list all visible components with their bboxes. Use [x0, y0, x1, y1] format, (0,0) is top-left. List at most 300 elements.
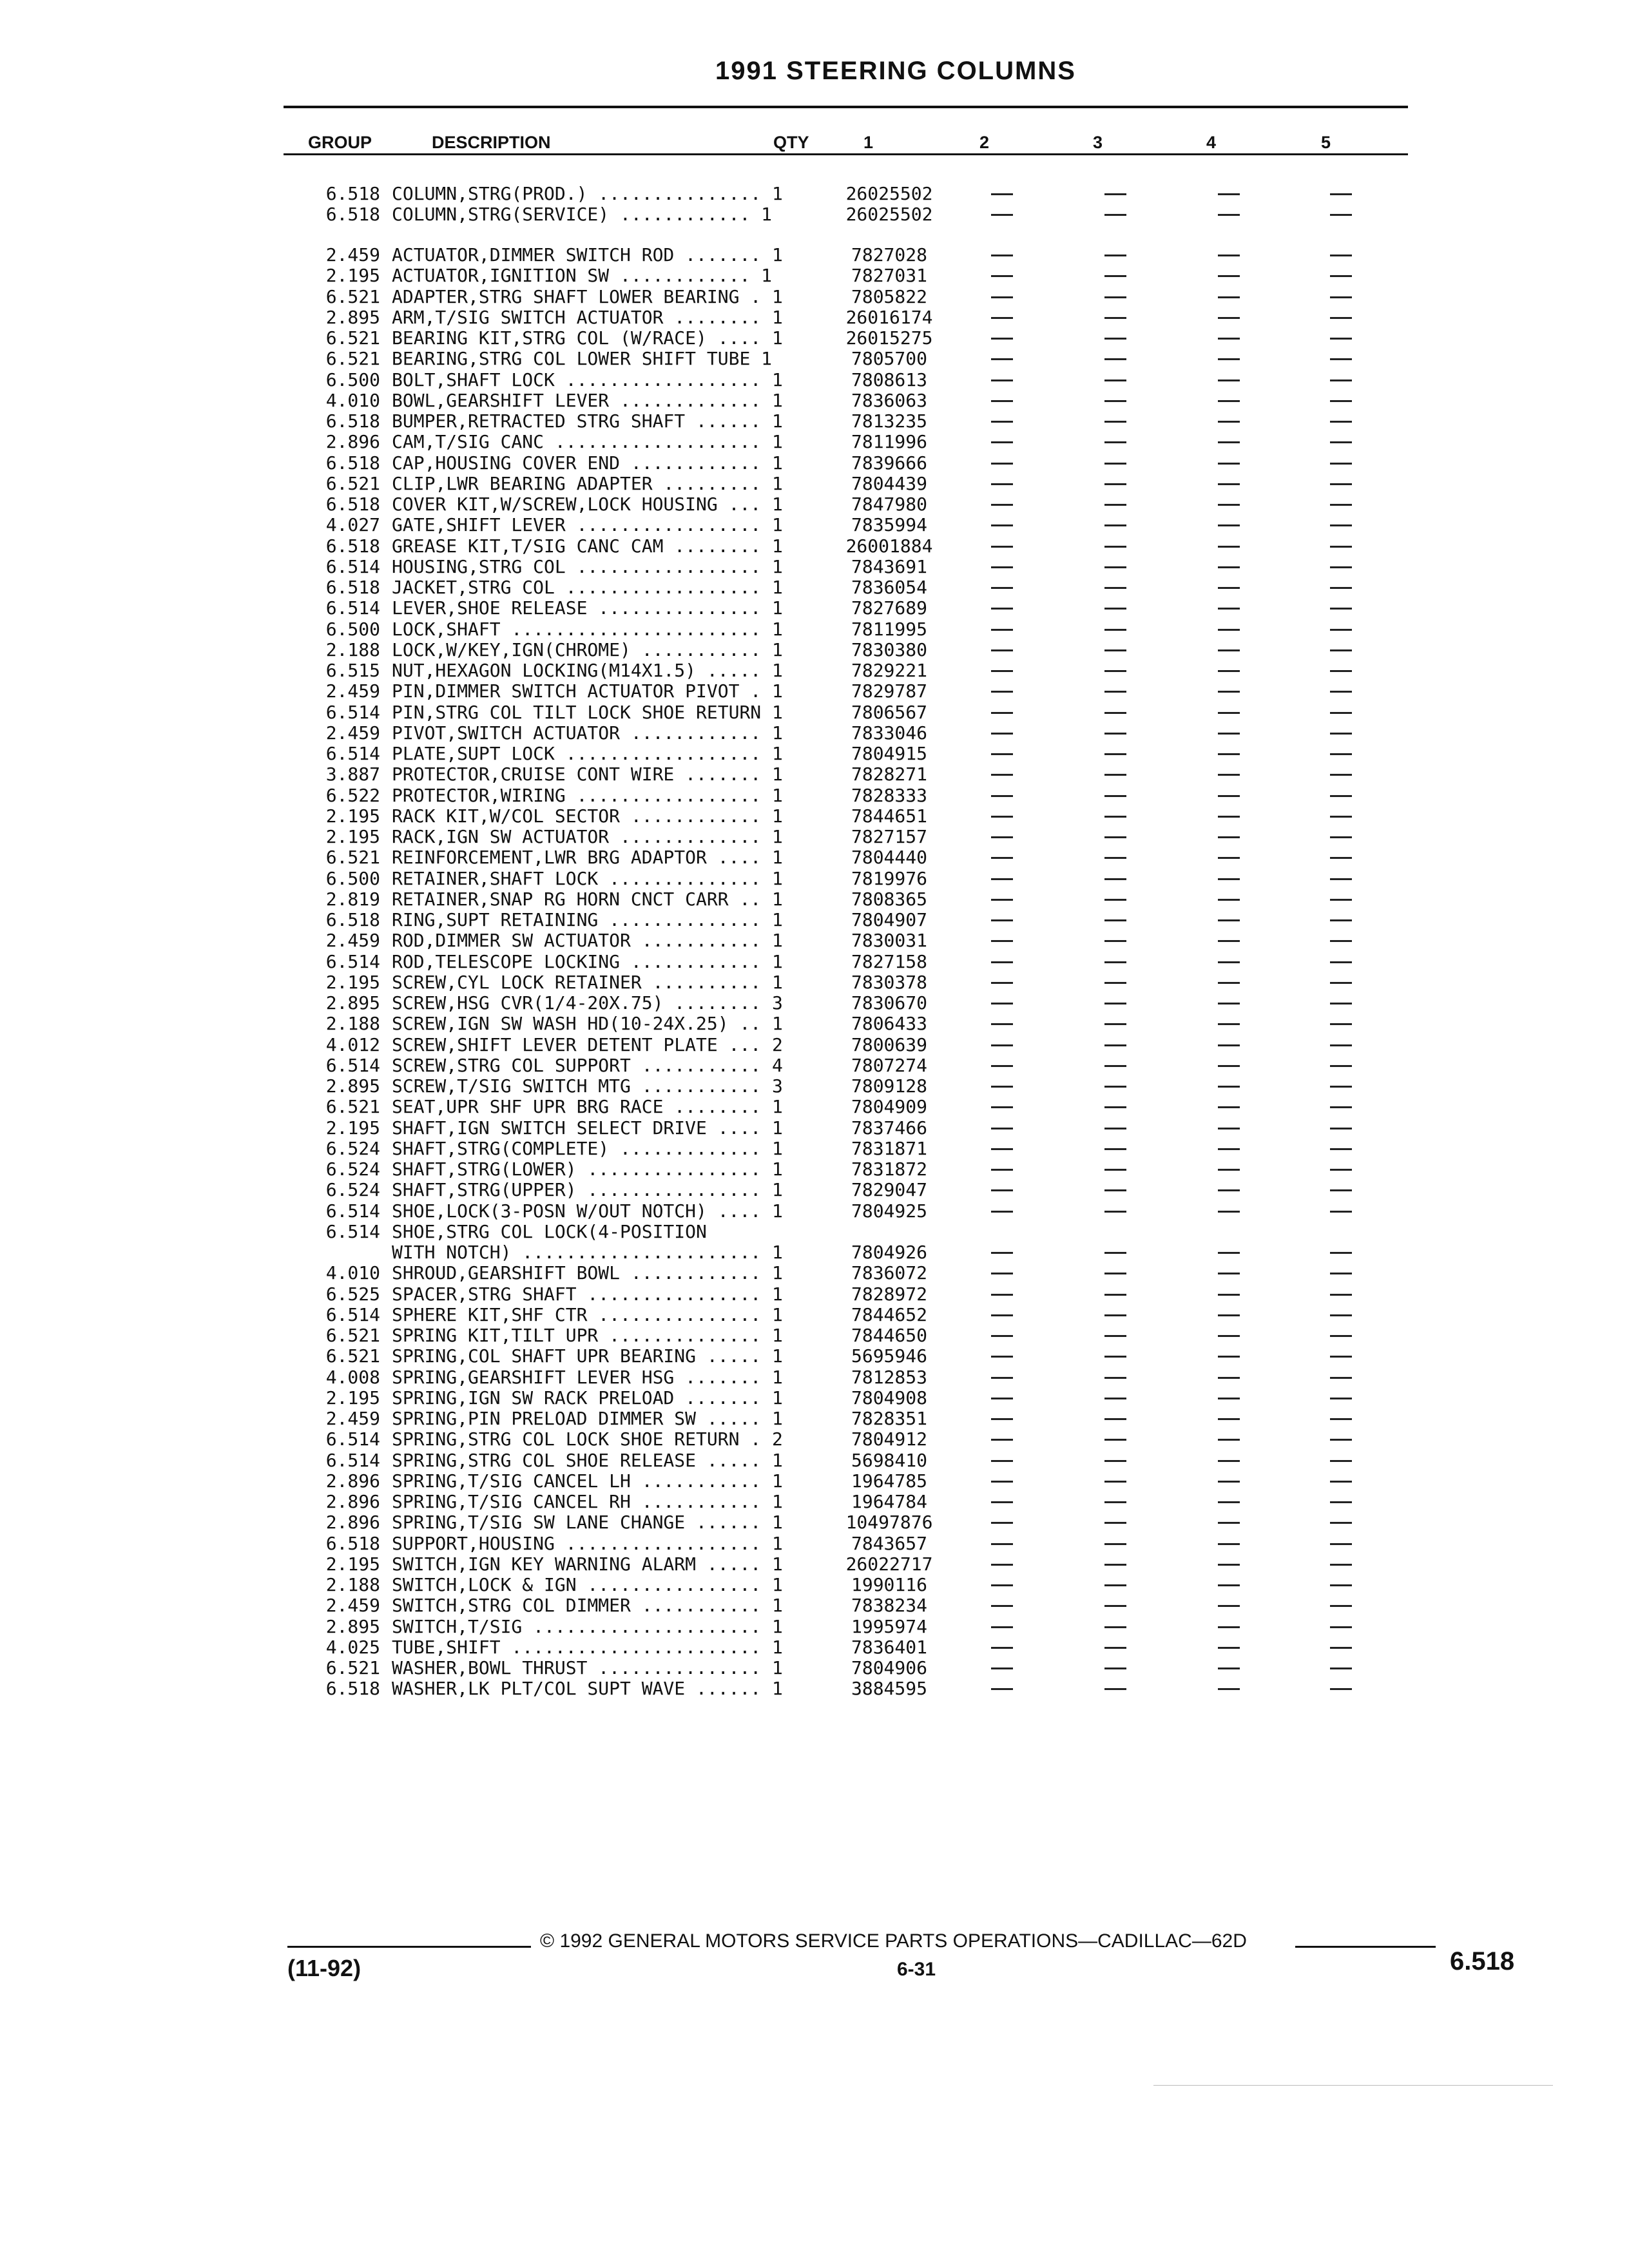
not-applicable-dash	[1218, 214, 1240, 216]
part-number: 7831871	[851, 1138, 927, 1159]
not-applicable-dash	[1330, 1065, 1352, 1067]
part-number: 7828351	[851, 1408, 927, 1429]
part-number: 1964784	[851, 1491, 927, 1512]
not-applicable-dash	[1218, 1377, 1240, 1379]
not-applicable-dash	[991, 566, 1013, 568]
table-row	[0, 515, 1629, 535]
group-number: 6.514	[325, 597, 380, 619]
part-description: WITH NOTCH) ...................... 1	[392, 1242, 783, 1263]
not-applicable-dash	[991, 441, 1013, 443]
table-row	[0, 390, 1629, 411]
table-row	[0, 619, 1629, 640]
table-row	[0, 1658, 1629, 1678]
part-description: SCREW,T/SIG SWITCH MTG ........... 3	[392, 1075, 783, 1097]
not-applicable-dash	[991, 733, 1013, 735]
table-row	[0, 1284, 1629, 1305]
group-number: 6.514	[325, 1304, 380, 1325]
part-description: SWITCH,STRG COL DIMMER ........... 1	[392, 1595, 783, 1616]
not-applicable-dash	[1104, 608, 1126, 610]
not-applicable-dash	[991, 1377, 1013, 1379]
part-description: SEAT,UPR SHF UPR BRG RACE ........ 1	[392, 1096, 783, 1117]
part-number: 7836063	[851, 390, 927, 411]
part-description: LEVER,SHOE RELEASE ............... 1	[392, 597, 783, 619]
not-applicable-dash	[1330, 1189, 1352, 1191]
not-applicable-dash	[1330, 649, 1352, 651]
not-applicable-dash	[1330, 1169, 1352, 1171]
group-number: 6.518	[325, 1533, 380, 1554]
not-applicable-dash	[1218, 1065, 1240, 1067]
part-description: RING,SUPT RETAINING .............. 1	[392, 909, 783, 930]
not-applicable-dash	[1218, 1647, 1240, 1649]
group-number: 6.500	[325, 619, 380, 640]
not-applicable-dash	[1104, 1314, 1126, 1316]
not-applicable-dash	[1104, 712, 1126, 714]
header-col5: 5	[1321, 133, 1331, 152]
table-row	[0, 744, 1629, 764]
part-number: 7804906	[851, 1657, 927, 1678]
not-applicable-dash	[1218, 1356, 1240, 1358]
part-number: 7809128	[851, 1075, 927, 1097]
not-applicable-dash	[1218, 1211, 1240, 1213]
group-number: 6.524	[325, 1138, 380, 1159]
not-applicable-dash	[1104, 629, 1126, 631]
group-number: 6.521	[325, 1325, 380, 1346]
part-description: COLUMN,STRG(PROD.) ............... 1	[392, 183, 783, 204]
group-number: 2.896	[325, 1491, 380, 1512]
part-number: 26025502	[845, 183, 933, 204]
not-applicable-dash	[1330, 1086, 1352, 1088]
not-applicable-dash	[1330, 1501, 1352, 1503]
not-applicable-dash	[1104, 214, 1126, 216]
part-description: PIN,DIMMER SWITCH ACTUATOR PIVOT . 1	[392, 680, 783, 702]
footer-copyright: © 1992 GENERAL MOTORS SERVICE PARTS OPERATIONS—CADILLAC—62D	[540, 1930, 1247, 1952]
group-number: 6.521	[325, 473, 380, 494]
part-description: LOCK,SHAFT ....................... 1	[392, 619, 783, 640]
not-applicable-dash	[1330, 193, 1352, 195]
not-applicable-dash	[991, 1003, 1013, 1004]
group-number: 6.518	[325, 410, 380, 432]
part-number: 7800639	[851, 1034, 927, 1055]
table-row	[0, 411, 1629, 432]
not-applicable-dash	[1330, 1294, 1352, 1296]
part-description: SPRING,T/SIG CANCEL RH ........... 1	[392, 1491, 783, 1512]
part-description: ARM,T/SIG SWITCH ACTUATOR ........ 1	[392, 307, 783, 328]
group-number: 4.025	[325, 1637, 380, 1658]
not-applicable-dash	[1218, 1128, 1240, 1129]
part-number: 7806433	[851, 1013, 927, 1034]
not-applicable-dash	[1330, 878, 1352, 880]
not-applicable-dash	[991, 483, 1013, 485]
part-number: 7847980	[851, 494, 927, 515]
part-description: LOCK,W/KEY,IGN(CHROME) ........... 1	[392, 639, 783, 660]
not-applicable-dash	[1218, 774, 1240, 776]
not-applicable-dash	[1104, 1003, 1126, 1004]
table-row	[0, 474, 1629, 494]
group-number: 6.514	[325, 1200, 380, 1222]
not-applicable-dash	[1330, 1522, 1352, 1524]
not-applicable-dash	[1218, 608, 1240, 610]
not-applicable-dash	[1218, 1584, 1240, 1586]
not-applicable-dash	[1330, 400, 1352, 402]
not-applicable-dash	[1330, 1273, 1352, 1274]
not-applicable-dash	[991, 1189, 1013, 1191]
not-applicable-dash	[991, 193, 1013, 195]
not-applicable-dash	[991, 296, 1013, 298]
not-applicable-dash	[991, 317, 1013, 319]
not-applicable-dash	[1104, 1626, 1126, 1628]
part-description: RACK KIT,W/COL SECTOR ............ 1	[392, 805, 783, 827]
part-number: 7812853	[851, 1367, 927, 1388]
part-description: HOUSING,STRG COL ................. 1	[392, 556, 783, 577]
not-applicable-dash	[1330, 1647, 1352, 1649]
not-applicable-dash	[1104, 649, 1126, 651]
table-row	[0, 1014, 1629, 1034]
not-applicable-dash	[1104, 733, 1126, 735]
not-applicable-dash	[1104, 1252, 1126, 1254]
part-number: 7837466	[851, 1117, 927, 1139]
group-number: 6.521	[325, 348, 380, 369]
header-col2: 2	[979, 133, 990, 152]
table-row	[0, 785, 1629, 806]
part-description: GATE,SHIFT LEVER ................. 1	[392, 514, 783, 535]
part-description: PROTECTOR,WIRING ................. 1	[392, 785, 783, 806]
group-number: 6.518	[325, 204, 380, 225]
not-applicable-dash	[1330, 629, 1352, 631]
part-number: 7805700	[851, 348, 927, 369]
not-applicable-dash	[1104, 1398, 1126, 1399]
group-number: 6.524	[325, 1179, 380, 1200]
table-row	[0, 723, 1629, 744]
part-description: JACKET,STRG COL .................. 1	[392, 577, 783, 598]
part-description: SPRING,STRG COL LOCK SHOE RETURN . 2	[392, 1428, 783, 1450]
not-applicable-dash	[1330, 214, 1352, 216]
part-description: SHROUD,GEARSHIFT BOWL ............ 1	[392, 1262, 783, 1283]
not-applicable-dash	[1218, 836, 1240, 838]
group-number: 6.521	[325, 327, 380, 349]
table-row	[0, 1263, 1629, 1283]
table-row	[0, 1097, 1629, 1117]
not-applicable-dash	[1330, 1128, 1352, 1129]
not-applicable-dash	[1218, 566, 1240, 568]
not-applicable-dash	[991, 358, 1013, 360]
part-number: 7804915	[851, 743, 927, 764]
not-applicable-dash	[1330, 733, 1352, 735]
not-applicable-dash	[991, 214, 1013, 216]
not-applicable-dash	[1330, 816, 1352, 818]
part-number: 7843657	[851, 1533, 927, 1554]
not-applicable-dash	[991, 1128, 1013, 1129]
not-applicable-dash	[1218, 899, 1240, 901]
part-description: SWITCH,LOCK & IGN ................ 1	[392, 1574, 783, 1595]
part-number: 7831872	[851, 1158, 927, 1180]
not-applicable-dash	[1218, 1148, 1240, 1150]
part-description: PLATE,SUPT LOCK .................. 1	[392, 743, 783, 764]
not-applicable-dash	[1104, 670, 1126, 672]
not-applicable-dash	[1218, 255, 1240, 256]
table-row	[0, 806, 1629, 827]
not-applicable-dash	[1330, 421, 1352, 423]
table-row	[0, 370, 1629, 390]
part-number: 7827031	[851, 265, 927, 286]
not-applicable-dash	[1104, 899, 1126, 901]
not-applicable-dash	[1218, 421, 1240, 423]
part-description: ROD,DIMMER SW ACTUATOR ........... 1	[392, 930, 783, 951]
table-row	[0, 1139, 1629, 1159]
table-row	[0, 702, 1629, 723]
group-number: 6.514	[325, 556, 380, 577]
not-applicable-dash	[1330, 1667, 1352, 1669]
not-applicable-dash	[991, 338, 1013, 340]
not-applicable-dash	[991, 1356, 1013, 1358]
part-description: SWITCH,IGN KEY WARNING ALARM ..... 1	[392, 1553, 783, 1575]
not-applicable-dash	[991, 649, 1013, 651]
not-applicable-dash	[1218, 733, 1240, 735]
table-row	[0, 494, 1629, 515]
part-number: 7844650	[851, 1325, 927, 1346]
header-description: DESCRIPTION	[432, 133, 551, 152]
not-applicable-dash	[1218, 940, 1240, 942]
table-row	[0, 1367, 1629, 1388]
part-description: SPHERE KIT,SHF CTR ............... 1	[392, 1304, 783, 1325]
part-description: TUBE,SHIFT ....................... 1	[392, 1637, 783, 1658]
not-applicable-dash	[991, 899, 1013, 901]
not-applicable-dash	[991, 1501, 1013, 1503]
not-applicable-dash	[1104, 1189, 1126, 1191]
not-applicable-dash	[991, 1044, 1013, 1046]
part-number: 7804440	[851, 847, 927, 868]
group-number: 6.518	[325, 183, 380, 204]
not-applicable-dash	[1218, 629, 1240, 631]
part-description: PIN,STRG COL TILT LOCK SHOE RETURN 1	[392, 702, 783, 723]
not-applicable-dash	[1218, 1688, 1240, 1690]
not-applicable-dash	[1218, 857, 1240, 859]
part-number: 7808365	[851, 889, 927, 910]
not-applicable-dash	[1218, 1086, 1240, 1088]
not-applicable-dash	[1330, 1211, 1352, 1213]
not-applicable-dash	[1218, 358, 1240, 360]
not-applicable-dash	[1330, 504, 1352, 506]
part-description: ROD,TELESCOPE LOCKING ............ 1	[392, 951, 783, 972]
part-description: COVER KIT,W/SCREW,LOCK HOUSING ... 1	[392, 494, 783, 515]
table-row	[0, 1076, 1629, 1097]
group-number: 2.195	[325, 826, 380, 847]
not-applicable-dash	[1330, 275, 1352, 277]
table-row	[0, 910, 1629, 930]
header-qty: QTY	[773, 133, 809, 152]
part-description: CLIP,LWR BEARING ADAPTER ......... 1	[392, 473, 783, 494]
group-number: 4.027	[325, 514, 380, 535]
table-row	[0, 681, 1629, 702]
not-applicable-dash	[1104, 1564, 1126, 1566]
group-number: 2.188	[325, 1013, 380, 1034]
not-applicable-dash	[1218, 1398, 1240, 1399]
table-row	[0, 1492, 1629, 1512]
part-number: 7811995	[851, 619, 927, 640]
table-row	[0, 1201, 1629, 1222]
table-row	[0, 1678, 1629, 1699]
not-applicable-dash	[1104, 919, 1126, 921]
part-number: 7839666	[851, 452, 927, 474]
not-applicable-dash	[991, 1169, 1013, 1171]
not-applicable-dash	[1330, 1481, 1352, 1483]
group-number: 6.500	[325, 868, 380, 889]
not-applicable-dash	[991, 670, 1013, 672]
not-applicable-dash	[1330, 296, 1352, 298]
table-row	[0, 930, 1629, 951]
table-row	[0, 1429, 1629, 1450]
not-applicable-dash	[1330, 441, 1352, 443]
not-applicable-dash	[1218, 670, 1240, 672]
not-applicable-dash	[1330, 1148, 1352, 1150]
table-row	[0, 869, 1629, 889]
not-applicable-dash	[1218, 483, 1240, 485]
part-number: 3884595	[851, 1678, 927, 1699]
part-description: SHOE,LOCK(3-POSN W/OUT NOTCH) .... 1	[392, 1200, 783, 1222]
not-applicable-dash	[991, 380, 1013, 381]
group-number: 6.514	[325, 743, 380, 764]
part-number: 7844651	[851, 805, 927, 827]
not-applicable-dash	[1330, 463, 1352, 465]
not-applicable-dash	[1104, 524, 1126, 526]
not-applicable-dash	[1104, 463, 1126, 465]
not-applicable-dash	[1330, 1335, 1352, 1337]
part-number: 7804912	[851, 1428, 927, 1450]
part-number: 7813235	[851, 410, 927, 432]
not-applicable-dash	[1330, 1460, 1352, 1462]
not-applicable-dash	[1104, 317, 1126, 319]
part-number: 7807274	[851, 1055, 927, 1076]
not-applicable-dash	[991, 1273, 1013, 1274]
part-description: SPRING KIT,TILT UPR .............. 1	[392, 1325, 783, 1346]
not-applicable-dash	[1330, 1252, 1352, 1254]
not-applicable-dash	[1104, 774, 1126, 776]
group-number: 2.895	[325, 992, 380, 1014]
not-applicable-dash	[1104, 982, 1126, 984]
not-applicable-dash	[991, 836, 1013, 838]
not-applicable-dash	[1330, 1605, 1352, 1607]
part-description: SCREW,CYL LOCK RETAINER .......... 1	[392, 972, 783, 993]
not-applicable-dash	[1104, 1688, 1126, 1690]
group-number: 6.515	[325, 660, 380, 681]
not-applicable-dash	[1218, 878, 1240, 880]
not-applicable-dash	[1330, 691, 1352, 693]
group-number: 6.514	[325, 702, 380, 723]
table-row	[0, 245, 1629, 265]
not-applicable-dash	[1104, 1647, 1126, 1649]
part-description: SPRING,GEARSHIFT LEVER HSG ....... 1	[392, 1367, 783, 1388]
part-description: ADAPTER,STRG SHAFT LOWER BEARING . 1	[392, 286, 783, 307]
group-number: 2.195	[325, 805, 380, 827]
not-applicable-dash	[1330, 857, 1352, 859]
part-number: 7829787	[851, 680, 927, 702]
group-number: 2.896	[325, 1512, 380, 1533]
not-applicable-dash	[1330, 524, 1352, 526]
part-number: 7808613	[851, 369, 927, 390]
part-description: SHAFT,STRG(UPPER) ................ 1	[392, 1179, 783, 1200]
table-row	[0, 1222, 1629, 1242]
not-applicable-dash	[1104, 1106, 1126, 1108]
not-applicable-dash	[1104, 1584, 1126, 1586]
header-col3: 3	[1093, 133, 1103, 152]
part-number: 7804926	[851, 1242, 927, 1263]
group-number: 6.521	[325, 1096, 380, 1117]
not-applicable-dash	[1330, 1543, 1352, 1545]
not-applicable-dash	[1218, 712, 1240, 714]
part-description: SPRING,PIN PRELOAD DIMMER SW ..... 1	[392, 1408, 783, 1429]
footer-date: (11-92)	[287, 1955, 361, 1981]
table-row	[0, 1554, 1629, 1575]
not-applicable-dash	[991, 1023, 1013, 1025]
not-applicable-dash	[991, 587, 1013, 589]
group-number: 6.518	[325, 494, 380, 515]
part-description: GREASE KIT,T/SIG CANC CAM ........ 1	[392, 535, 783, 557]
table-row	[0, 1617, 1629, 1637]
group-number: 2.895	[325, 307, 380, 328]
group-number: 6.514	[325, 951, 380, 972]
not-applicable-dash	[991, 1252, 1013, 1254]
not-applicable-dash	[1104, 1605, 1126, 1607]
not-applicable-dash	[1104, 1294, 1126, 1296]
part-number: 7830670	[851, 992, 927, 1014]
not-applicable-dash	[1104, 1044, 1126, 1046]
part-number: 7830031	[851, 930, 927, 951]
not-applicable-dash	[991, 816, 1013, 818]
not-applicable-dash	[991, 857, 1013, 859]
part-description: SHAFT,IGN SWITCH SELECT DRIVE .... 1	[392, 1117, 783, 1139]
not-applicable-dash	[1104, 1086, 1126, 1088]
not-applicable-dash	[991, 982, 1013, 984]
not-applicable-dash	[991, 1626, 1013, 1628]
group-number: 2.459	[325, 244, 380, 265]
part-description: NUT,HEXAGON LOCKING(M14X1.5) ..... 1	[392, 660, 783, 681]
not-applicable-dash	[1104, 1148, 1126, 1150]
not-applicable-dash	[1330, 982, 1352, 984]
not-applicable-dash	[1330, 670, 1352, 672]
not-applicable-dash	[1218, 1169, 1240, 1171]
not-applicable-dash	[1104, 1543, 1126, 1545]
part-number: 26025502	[845, 204, 933, 225]
group-number: 6.521	[325, 1345, 380, 1367]
not-applicable-dash	[1104, 795, 1126, 797]
not-applicable-dash	[1104, 1481, 1126, 1483]
part-description: BEARING KIT,STRG COL (W/RACE) .... 1	[392, 327, 783, 349]
not-applicable-dash	[1104, 1418, 1126, 1420]
part-number: 7836401	[851, 1637, 927, 1658]
not-applicable-dash	[1330, 774, 1352, 776]
not-applicable-dash	[1104, 587, 1126, 589]
part-number: 5695946	[851, 1345, 927, 1367]
not-applicable-dash	[1104, 1335, 1126, 1337]
part-description: BOLT,SHAFT LOCK .................. 1	[392, 369, 783, 390]
group-number: 2.895	[325, 1616, 380, 1637]
part-description: CAP,HOUSING COVER END ............ 1	[392, 452, 783, 474]
table-row	[0, 972, 1629, 993]
part-description: REINFORCEMENT,LWR BRG ADAPTOR .... 1	[392, 847, 783, 868]
group-number: 6.518	[325, 577, 380, 598]
part-number: 7836072	[851, 1262, 927, 1283]
not-applicable-dash	[1104, 1273, 1126, 1274]
not-applicable-dash	[1218, 1543, 1240, 1545]
not-applicable-dash	[1104, 1356, 1126, 1358]
not-applicable-dash	[1104, 1501, 1126, 1503]
part-number: 7827157	[851, 826, 927, 847]
part-number: 7804439	[851, 473, 927, 494]
not-applicable-dash	[1218, 795, 1240, 797]
group-number: 6.518	[325, 1678, 380, 1699]
not-applicable-dash	[1218, 1335, 1240, 1337]
table-row	[0, 328, 1629, 349]
part-description: BUMPER,RETRACTED STRG SHAFT ...... 1	[392, 410, 783, 432]
